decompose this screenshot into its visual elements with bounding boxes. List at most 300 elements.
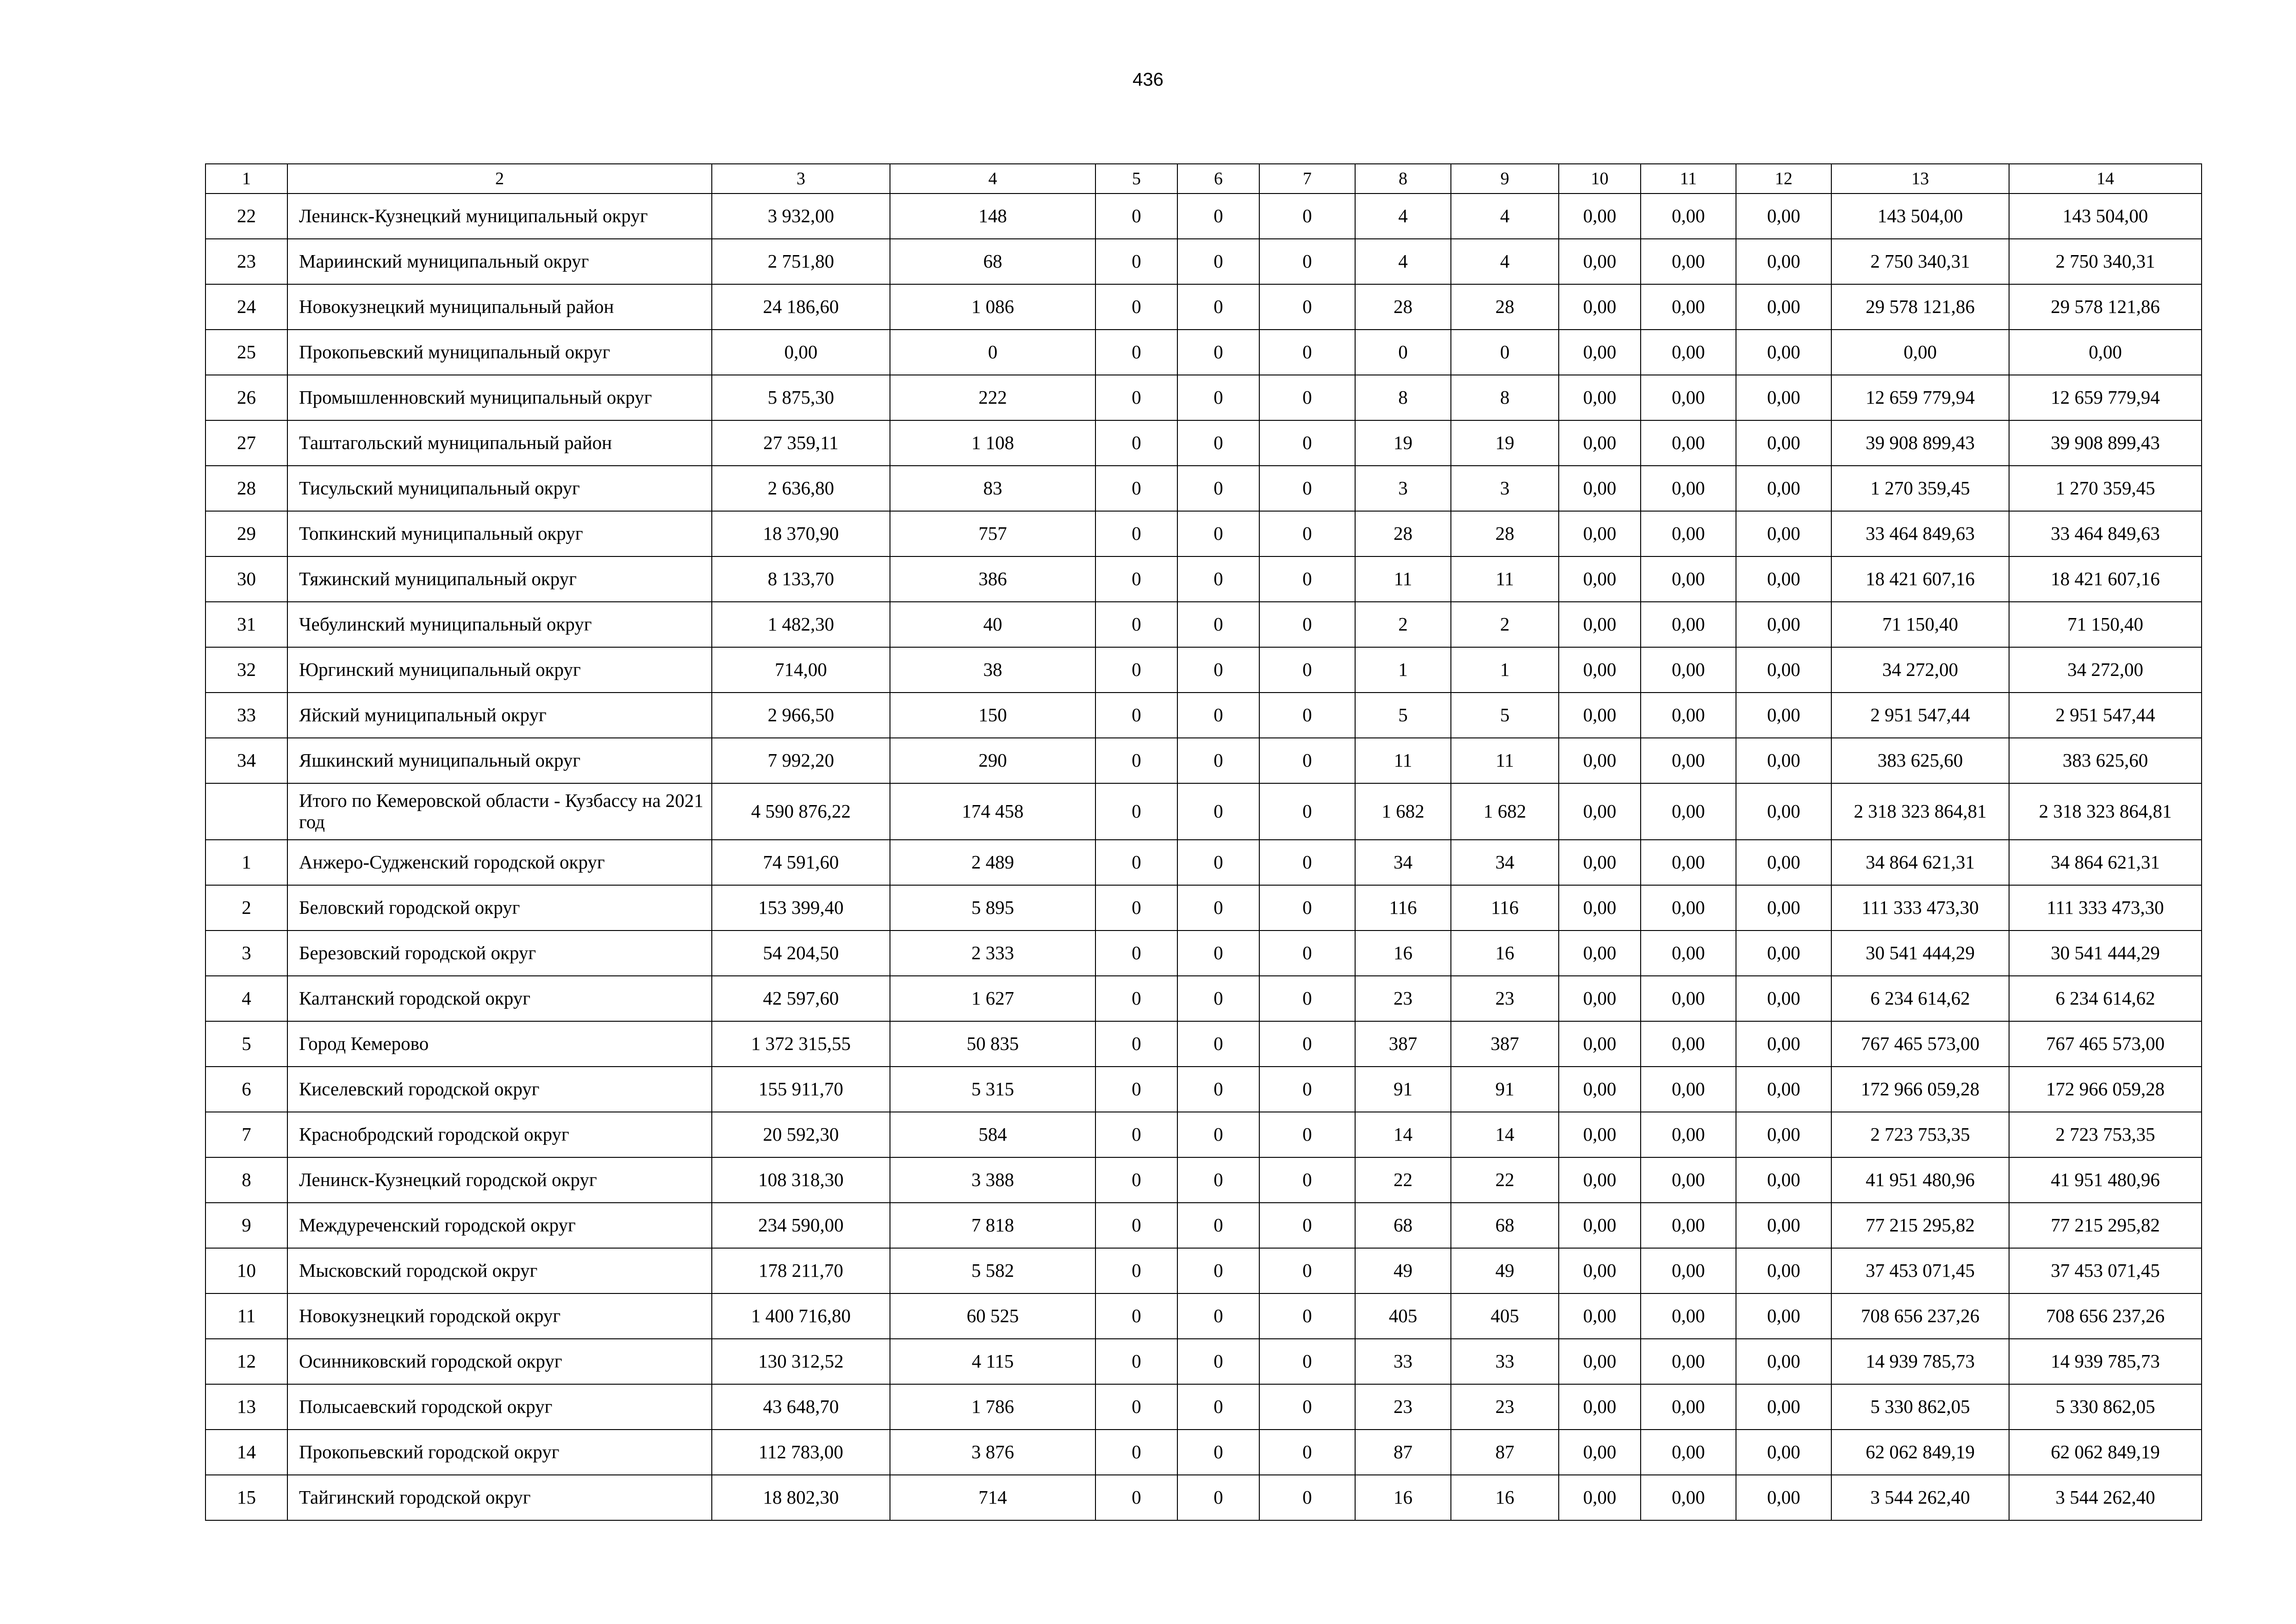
table-cell: 1 786	[890, 1384, 1095, 1430]
table-cell: 0	[1095, 1430, 1177, 1475]
table-cell: 155 911,70	[712, 1067, 890, 1112]
table-cell: 143 504,00	[2009, 194, 2202, 239]
table-cell: 0	[1095, 330, 1177, 375]
table-cell: 0	[1259, 976, 1355, 1021]
table-cell: 172 966 059,28	[1831, 1067, 2009, 1112]
column-header: 12	[1736, 164, 1831, 194]
table-cell: 0,00	[1736, 194, 1831, 239]
table-cell: 0,00	[1559, 885, 1641, 931]
table-cell: 11	[1355, 738, 1451, 783]
table-cell: 1 270 359,45	[2009, 466, 2202, 511]
table-cell: 0,00	[1559, 420, 1641, 466]
table-cell: 2	[1451, 602, 1559, 647]
table-row	[205, 194, 2202, 239]
table-cell: 0	[1177, 420, 1259, 466]
table-cell: 0	[1259, 511, 1355, 556]
table-cell: 2	[205, 885, 287, 931]
table-cell: 5 330 862,05	[2009, 1384, 2202, 1430]
table-cell: 0	[1095, 1067, 1177, 1112]
table-cell: 0	[1177, 330, 1259, 375]
table-cell: 23	[1355, 1384, 1451, 1430]
table-row	[205, 885, 2202, 931]
table-cell: 0,00	[1736, 511, 1831, 556]
table-cell: 0,00	[1641, 783, 1736, 840]
table-cell: 0,00	[1641, 1067, 1736, 1112]
table-cell: 62 062 849,19	[1831, 1430, 2009, 1475]
table-cell: 150	[890, 693, 1095, 738]
table-row	[205, 1021, 2202, 1067]
table-cell: 5	[1451, 693, 1559, 738]
table-cell: 0,00	[1736, 976, 1831, 1021]
table-cell: 14	[205, 1430, 287, 1475]
table-cell-name: Анжеро-Судженский городской округ	[287, 840, 712, 885]
table-row	[205, 602, 2202, 647]
table-cell: 0,00	[1736, 783, 1831, 840]
table-cell: 0	[1177, 885, 1259, 931]
table-row	[205, 375, 2202, 420]
table-cell: 13	[205, 1384, 287, 1430]
table-cell: 19	[1355, 420, 1451, 466]
table-cell: 0,00	[1641, 1203, 1736, 1248]
table-cell: 757	[890, 511, 1095, 556]
table-cell: 0	[1177, 1339, 1259, 1384]
table-cell: 42 597,60	[712, 976, 890, 1021]
table-cell: 0	[1259, 693, 1355, 738]
table-cell: 0,00	[1559, 194, 1641, 239]
table-cell: 0,00	[1736, 239, 1831, 284]
table-cell: 87	[1355, 1430, 1451, 1475]
table-cell: 32	[205, 647, 287, 693]
table-cell: 111 333 473,30	[1831, 885, 2009, 931]
table-cell: 0	[1177, 931, 1259, 976]
table-cell: 74 591,60	[712, 840, 890, 885]
table-cell: 234 590,00	[712, 1203, 890, 1248]
table-cell-name: Топкинский муниципальный округ	[287, 511, 712, 556]
table-cell: 2 723 753,35	[1831, 1112, 2009, 1157]
column-header: 2	[287, 164, 712, 194]
table-cell: 2 751,80	[712, 239, 890, 284]
table-cell: 0	[1095, 556, 1177, 602]
table-cell: 0	[1095, 466, 1177, 511]
table-cell: 0	[1259, 1021, 1355, 1067]
table-cell: 0	[1177, 375, 1259, 420]
table-cell: 24 186,60	[712, 284, 890, 330]
table-cell: 0	[1177, 1021, 1259, 1067]
table-cell: 0	[1259, 1384, 1355, 1430]
table-cell: 0,00	[1559, 783, 1641, 840]
table-cell: 0	[1259, 1067, 1355, 1112]
table-cell: 0,00	[1736, 1112, 1831, 1157]
table-cell: 15	[205, 1475, 287, 1520]
table-cell: 0,00	[1559, 976, 1641, 1021]
table-cell: 405	[1451, 1293, 1559, 1339]
table-cell: 767 465 573,00	[2009, 1021, 2202, 1067]
table-cell: 43 648,70	[712, 1384, 890, 1430]
table-cell: 0	[1177, 1475, 1259, 1520]
table-cell: 0,00	[1559, 466, 1641, 511]
table-cell: 0	[1259, 647, 1355, 693]
table-cell: 0,00	[1559, 1248, 1641, 1293]
table-cell: 0	[1095, 1157, 1177, 1203]
table-cell: 0	[1259, 840, 1355, 885]
table-row	[205, 1203, 2202, 1248]
table-cell: 29 578 121,86	[1831, 284, 2009, 330]
table-cell: 222	[890, 375, 1095, 420]
table-cell-name: Итого по Кемеровской области - Кузбассу на 2021 год	[287, 783, 712, 840]
table-row	[205, 239, 2202, 284]
table-cell: 0,00	[712, 330, 890, 375]
table-cell: 405	[1355, 1293, 1451, 1339]
table-cell-name: Калтанский городской округ	[287, 976, 712, 1021]
table-cell: 33 464 849,63	[1831, 511, 2009, 556]
table-cell: 174 458	[890, 783, 1095, 840]
table-total-row	[205, 783, 2202, 840]
table-cell: 34	[1355, 840, 1451, 885]
table-cell: 39 908 899,43	[1831, 420, 2009, 466]
table-cell: 33 464 849,63	[2009, 511, 2202, 556]
table-cell: 0	[1095, 1384, 1177, 1430]
table-cell: 12	[205, 1339, 287, 1384]
table-cell: 0,00	[1559, 330, 1641, 375]
table-cell-name: Город Кемерово	[287, 1021, 712, 1067]
table-cell: 0,00	[1559, 693, 1641, 738]
table-cell: 143 504,00	[1831, 194, 2009, 239]
table-cell: 0	[1259, 1248, 1355, 1293]
table-cell: 28	[1451, 511, 1559, 556]
table-cell: 4	[205, 976, 287, 1021]
table-cell: 40	[890, 602, 1095, 647]
table-cell-name: Чебулинский муниципальный округ	[287, 602, 712, 647]
table-cell: 11	[1355, 556, 1451, 602]
table-cell-name: Яшкинский муниципальный округ	[287, 738, 712, 783]
column-header: 6	[1177, 164, 1259, 194]
table-cell: 0	[1177, 284, 1259, 330]
table-cell: 0	[1177, 1430, 1259, 1475]
table-cell: 0	[1259, 194, 1355, 239]
table-row	[205, 330, 2202, 375]
table-cell: 0	[1259, 1475, 1355, 1520]
table-cell: 30	[205, 556, 287, 602]
column-header: 1	[205, 164, 287, 194]
table-cell: 0,00	[1736, 1293, 1831, 1339]
table-cell: 0	[1259, 602, 1355, 647]
table-cell: 0	[1259, 284, 1355, 330]
table-cell: 0,00	[1736, 1430, 1831, 1475]
table-cell: 0,00	[1559, 1339, 1641, 1384]
table-row	[205, 693, 2202, 738]
table-cell: 0,00	[1559, 1475, 1641, 1520]
table-cell: 27	[205, 420, 287, 466]
table-cell: 2 951 547,44	[2009, 693, 2202, 738]
table-cell: 0	[1177, 693, 1259, 738]
table-cell: 0	[1095, 931, 1177, 976]
table-cell: 22	[1451, 1157, 1559, 1203]
table-cell: 714	[890, 1475, 1095, 1520]
table-cell: 3	[1355, 466, 1451, 511]
table-cell: 0	[1095, 1293, 1177, 1339]
table-cell: 178 211,70	[712, 1248, 890, 1293]
table-cell: 0,00	[1736, 1475, 1831, 1520]
column-header: 14	[2009, 164, 2202, 194]
table-cell: 11	[1451, 556, 1559, 602]
table-cell: 11	[1451, 738, 1559, 783]
table-cell: 0,00	[1641, 1021, 1736, 1067]
table-cell: 0,00	[1559, 1203, 1641, 1248]
table-cell: 0,00	[1736, 420, 1831, 466]
table-cell: 0,00	[1641, 1157, 1736, 1203]
table-cell: 0	[1095, 194, 1177, 239]
table-cell: 8	[1355, 375, 1451, 420]
table-cell: 41 951 480,96	[1831, 1157, 2009, 1203]
table-cell: 31	[205, 602, 287, 647]
table-cell: 0,00	[2009, 330, 2202, 375]
table-cell: 0	[1095, 840, 1177, 885]
table-row	[205, 511, 2202, 556]
table-cell: 1	[1451, 647, 1559, 693]
table-cell: 0	[1259, 466, 1355, 511]
table-cell: 0,00	[1736, 1157, 1831, 1203]
table-cell: 0,00	[1736, 738, 1831, 783]
table-cell: 49	[1355, 1248, 1451, 1293]
table-cell: 22	[1355, 1157, 1451, 1203]
table-cell-name: Киселевский городской округ	[287, 1067, 712, 1112]
table-row	[205, 420, 2202, 466]
table-cell: 708 656 237,26	[2009, 1293, 2202, 1339]
table-cell: 1 682	[1451, 783, 1559, 840]
table-cell: 5 895	[890, 885, 1095, 931]
table-cell: 28	[1355, 284, 1451, 330]
table-cell: 5 582	[890, 1248, 1095, 1293]
table-cell: 383 625,60	[2009, 738, 2202, 783]
table-cell: 708 656 237,26	[1831, 1293, 2009, 1339]
table-cell: 0,00	[1641, 647, 1736, 693]
table-cell: 0	[1177, 738, 1259, 783]
table-cell: 386	[890, 556, 1095, 602]
table-cell: 108 318,30	[712, 1157, 890, 1203]
table-cell: 0	[1259, 1293, 1355, 1339]
table-cell-name: Ленинск-Кузнецкий муниципальный округ	[287, 194, 712, 239]
table-cell: 5 330 862,05	[1831, 1384, 2009, 1430]
table-cell: 0,00	[1559, 602, 1641, 647]
table-cell: 0,00	[1641, 693, 1736, 738]
table-cell: 387	[1451, 1021, 1559, 1067]
table-cell-name: Ленинск-Кузнецкий городской округ	[287, 1157, 712, 1203]
table-cell-name: Таштагольский муниципальный район	[287, 420, 712, 466]
table-cell: 33	[1451, 1339, 1559, 1384]
table-cell: 383 625,60	[1831, 738, 2009, 783]
table-cell: 3 932,00	[712, 194, 890, 239]
table-cell: 0,00	[1559, 738, 1641, 783]
table-row	[205, 1157, 2202, 1203]
table-cell: 24	[205, 284, 287, 330]
table-cell: 0,00	[1641, 840, 1736, 885]
table-cell: 0	[1355, 330, 1451, 375]
table-cell: 28	[1355, 511, 1451, 556]
table-cell: 0,00	[1736, 1339, 1831, 1384]
table-cell-name: Новокузнецкий городской округ	[287, 1293, 712, 1339]
table-cell: 91	[1451, 1067, 1559, 1112]
table-cell: 2 750 340,31	[2009, 239, 2202, 284]
table-cell: 153 399,40	[712, 885, 890, 931]
table-body	[205, 164, 2202, 1520]
table-row	[205, 1248, 2202, 1293]
table-cell: 37 453 071,45	[1831, 1248, 2009, 1293]
table-cell: 0	[1177, 1384, 1259, 1430]
table-row	[205, 556, 2202, 602]
table-cell: 0	[1259, 1203, 1355, 1248]
table-cell: 0,00	[1831, 330, 2009, 375]
table-cell: 2 333	[890, 931, 1095, 976]
table-cell: 0,00	[1559, 556, 1641, 602]
table-row	[205, 647, 2202, 693]
table-cell: 0,00	[1736, 693, 1831, 738]
table-cell: 0,00	[1641, 1293, 1736, 1339]
table-cell: 7 818	[890, 1203, 1095, 1248]
table-cell: 0,00	[1641, 239, 1736, 284]
table-cell-name: Беловский городской округ	[287, 885, 712, 931]
table-cell: 0	[1177, 1157, 1259, 1203]
table-cell: 1 108	[890, 420, 1095, 466]
table-cell: 0	[1259, 556, 1355, 602]
table-cell: 2	[1355, 602, 1451, 647]
table-cell: 29 578 121,86	[2009, 284, 2202, 330]
table-cell: 1	[1355, 647, 1451, 693]
table-cell: 11	[205, 1293, 287, 1339]
table-cell: 111 333 473,30	[2009, 885, 2202, 931]
table-cell: 0	[1095, 1112, 1177, 1157]
table-cell: 4	[1451, 239, 1559, 284]
table-row	[205, 1475, 2202, 1520]
table-cell: 34 272,00	[2009, 647, 2202, 693]
table-cell: 0,00	[1641, 375, 1736, 420]
table-cell: 0	[1177, 840, 1259, 885]
table-cell: 23	[1355, 976, 1451, 1021]
table-cell: 0,00	[1559, 375, 1641, 420]
table-cell: 19	[1451, 420, 1559, 466]
table-cell: 0	[1095, 1475, 1177, 1520]
table-cell: 0,00	[1736, 885, 1831, 931]
table-cell: 0	[1259, 885, 1355, 931]
table-cell: 4 590 876,22	[712, 783, 890, 840]
table-cell: 1 270 359,45	[1831, 466, 2009, 511]
table-cell: 28	[1451, 284, 1559, 330]
table-cell: 112 783,00	[712, 1430, 890, 1475]
table-cell: 0,00	[1736, 647, 1831, 693]
table-cell: 0,00	[1559, 1293, 1641, 1339]
table-cell-name: Краснобродский городской округ	[287, 1112, 712, 1157]
table-cell: 0,00	[1559, 239, 1641, 284]
table-cell: 6	[205, 1067, 287, 1112]
table-cell: 30 541 444,29	[2009, 931, 2202, 976]
table-cell: 16	[1355, 1475, 1451, 1520]
column-header: 10	[1559, 164, 1641, 194]
table-cell: 0,00	[1736, 1248, 1831, 1293]
table-cell-name: Яйский муниципальный округ	[287, 693, 712, 738]
table-cell: 34	[1451, 840, 1559, 885]
table-cell: 0	[1177, 1203, 1259, 1248]
table-cell: 1 400 716,80	[712, 1293, 890, 1339]
table-cell-name: Прокопьевский муниципальный округ	[287, 330, 712, 375]
table-cell: 0,00	[1641, 1384, 1736, 1430]
table-cell: 60 525	[890, 1293, 1095, 1339]
table-cell: 148	[890, 194, 1095, 239]
table-cell: 28	[205, 466, 287, 511]
table-cell: 62 062 849,19	[2009, 1430, 2202, 1475]
table-cell: 4	[1451, 194, 1559, 239]
table-cell: 0,00	[1736, 466, 1831, 511]
table-cell: 2 318 323 864,81	[1831, 783, 2009, 840]
table-cell: 0	[1095, 1339, 1177, 1384]
table-cell: 0	[1177, 511, 1259, 556]
table-row	[205, 1112, 2202, 1157]
table-cell: 0,00	[1641, 284, 1736, 330]
table-cell: 0,00	[1736, 602, 1831, 647]
table-cell: 18 421 607,16	[1831, 556, 2009, 602]
table-cell-name: Прокопьевский городской округ	[287, 1430, 712, 1475]
table-cell: 0	[1095, 1021, 1177, 1067]
table-row	[205, 1067, 2202, 1112]
table-cell: 0	[1095, 511, 1177, 556]
column-header: 8	[1355, 164, 1451, 194]
table-cell: 1	[205, 840, 287, 885]
table-cell: 14	[1451, 1112, 1559, 1157]
table-cell: 116	[1355, 885, 1451, 931]
table-cell: 1 627	[890, 976, 1095, 1021]
table-cell: 0	[1095, 375, 1177, 420]
table-cell: 7 992,20	[712, 738, 890, 783]
table-cell-name: Мысковский городской округ	[287, 1248, 712, 1293]
table-cell: 767 465 573,00	[1831, 1021, 2009, 1067]
table-cell-name: Полысаевский городской округ	[287, 1384, 712, 1430]
table-cell: 25	[205, 330, 287, 375]
table-cell: 0	[1259, 1112, 1355, 1157]
table-cell: 41 951 480,96	[2009, 1157, 2202, 1203]
table-cell: 0	[1259, 783, 1355, 840]
table-cell: 4	[1355, 239, 1451, 284]
column-header: 13	[1831, 164, 2009, 194]
table-cell: 0,00	[1641, 976, 1736, 1021]
table-cell: 0	[1177, 239, 1259, 284]
table-row	[205, 931, 2202, 976]
table-cell-name: Новокузнецкий муниципальный район	[287, 284, 712, 330]
table-row	[205, 1339, 2202, 1384]
table-cell: 0	[1095, 1248, 1177, 1293]
table-cell: 3 544 262,40	[1831, 1475, 2009, 1520]
table-cell: 29	[205, 511, 287, 556]
column-header: 11	[1641, 164, 1736, 194]
table-cell: 54 204,50	[712, 931, 890, 976]
table-cell: 77 215 295,82	[1831, 1203, 2009, 1248]
table-cell: 0	[1259, 420, 1355, 466]
table-cell: 0,00	[1641, 1112, 1736, 1157]
column-header: 4	[890, 164, 1095, 194]
table-cell-name: Промышленновский муниципальный округ	[287, 375, 712, 420]
table-cell: 2 318 323 864,81	[2009, 783, 2202, 840]
table-cell: 0,00	[1736, 1021, 1831, 1067]
table-cell: 0	[1177, 976, 1259, 1021]
table-row	[205, 840, 2202, 885]
table-cell: 8	[205, 1157, 287, 1203]
table-cell: 0,00	[1559, 1067, 1641, 1112]
table-cell: 0,00	[1641, 885, 1736, 931]
table-cell: 0	[1095, 885, 1177, 931]
table-cell: 71 150,40	[2009, 602, 2202, 647]
table-cell: 50 835	[890, 1021, 1095, 1067]
table-cell: 7	[205, 1112, 287, 1157]
table-cell: 14 939 785,73	[1831, 1339, 2009, 1384]
table-cell: 3	[205, 931, 287, 976]
table-cell: 1 682	[1355, 783, 1451, 840]
